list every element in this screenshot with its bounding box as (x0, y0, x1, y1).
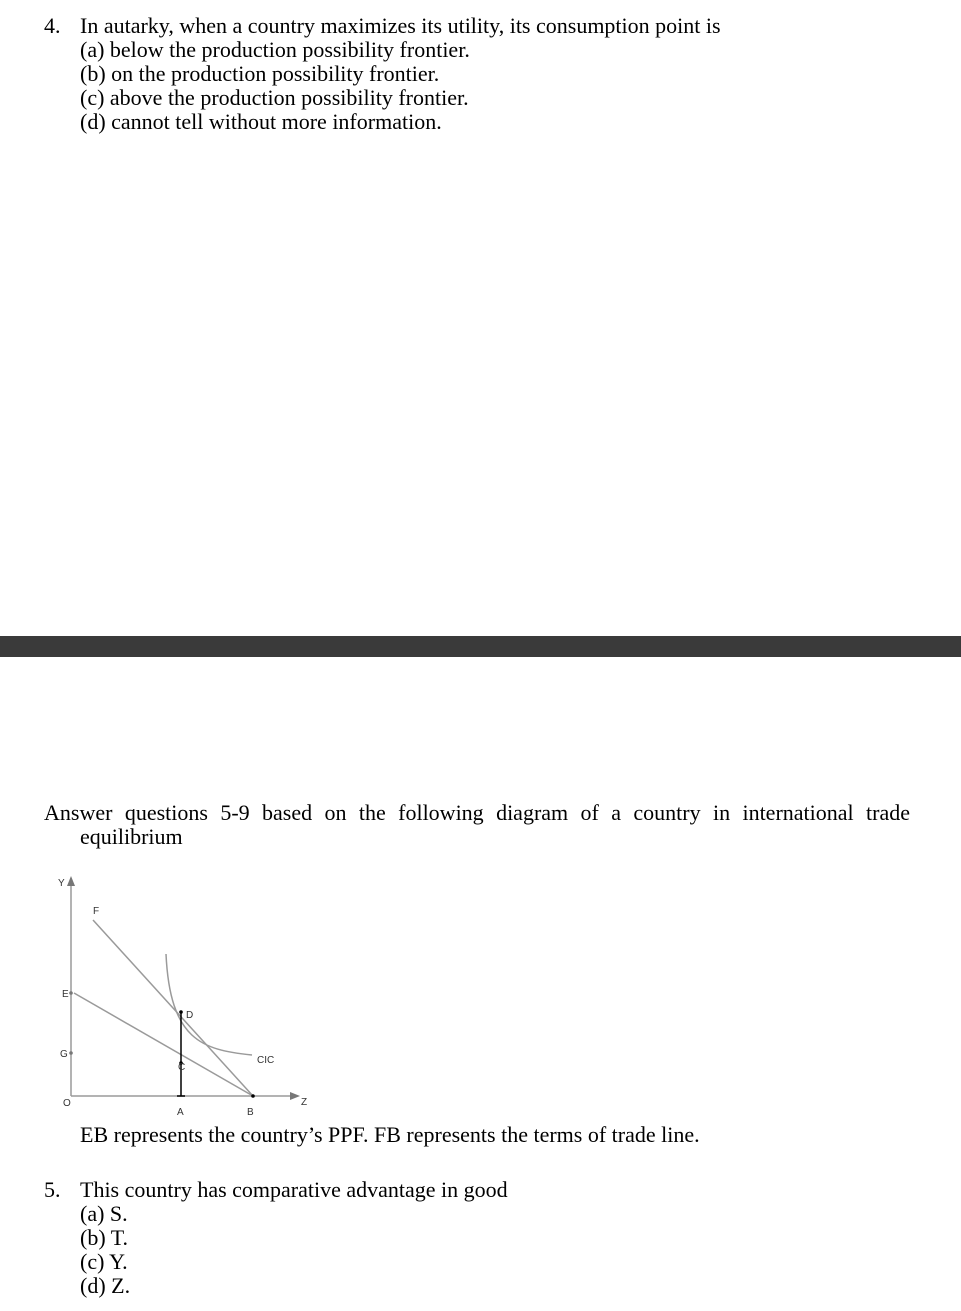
intro-word: following (398, 800, 484, 825)
point-e-marker (69, 991, 73, 995)
question-stem: This country has comparative advantage in good (80, 1177, 508, 1202)
intro-word: questions (124, 800, 208, 825)
question-stem: In autarky, when a country maximizes its utility, its consumption point is (80, 13, 721, 38)
question-4 (44, 14, 721, 134)
label-cic: CIC (257, 1055, 275, 1066)
intro-line-1 (44, 801, 910, 825)
intro-word: Answer (44, 800, 113, 825)
option-a: (a) S. (80, 1201, 128, 1226)
intro-word: in (712, 800, 731, 825)
option-c: (c) above the production possibility frontier. (80, 85, 469, 110)
diagram-caption: EB represents the country’s PPF. FB represents the terms of trade line. (80, 1122, 700, 1147)
ppf-line-eb (74, 993, 253, 1096)
option-d: (d) cannot tell without more information. (80, 109, 442, 134)
section-intro (44, 801, 910, 849)
label-b: B (247, 1107, 254, 1118)
trade-equilibrium-diagram (52, 870, 332, 1120)
option-list (80, 1202, 508, 1298)
intro-word: trade (866, 800, 910, 825)
intro-word: a (611, 800, 621, 825)
option-b: (b) on the production possibility frontier. (80, 61, 440, 86)
label-a: A (177, 1107, 184, 1118)
option-c: (c) Y. (80, 1249, 128, 1274)
intro-word: 5-9 (220, 800, 250, 825)
question-number: 4. (44, 13, 61, 38)
label-c: C (178, 1062, 186, 1073)
option-list (80, 38, 721, 134)
intro-word: international (742, 800, 854, 825)
point-g-marker (69, 1051, 73, 1055)
intro-word: country (633, 800, 701, 825)
option-b: (b) T. (80, 1225, 129, 1250)
option-a: (a) below the production possibility frontier. (80, 37, 470, 62)
intro-word: the (358, 800, 386, 825)
label-d: D (186, 1010, 194, 1021)
page-divider-bar (0, 636, 961, 657)
question-5 (44, 1178, 508, 1298)
intro-word: diagram (496, 800, 569, 825)
x-axis-arrowhead (290, 1092, 300, 1100)
terms-of-trade-line-fb (93, 920, 253, 1096)
intro-line-2: equilibrium (80, 824, 183, 849)
cic-curve (166, 954, 252, 1055)
intro-word: on (324, 800, 347, 825)
intro-word: of (580, 800, 599, 825)
point-b-marker (251, 1094, 255, 1098)
label-origin: O (63, 1098, 71, 1109)
option-d: (d) Z. (80, 1273, 131, 1298)
label-e: E (62, 989, 69, 1000)
label-x-axis: Z (301, 1097, 308, 1108)
y-axis-arrowhead (67, 876, 75, 886)
point-d-marker (179, 1010, 183, 1014)
label-f: F (93, 906, 100, 917)
label-g: G (60, 1049, 68, 1060)
intro-word: based (262, 800, 313, 825)
question-number: 5. (44, 1177, 61, 1202)
label-y-axis: Y (58, 878, 65, 889)
